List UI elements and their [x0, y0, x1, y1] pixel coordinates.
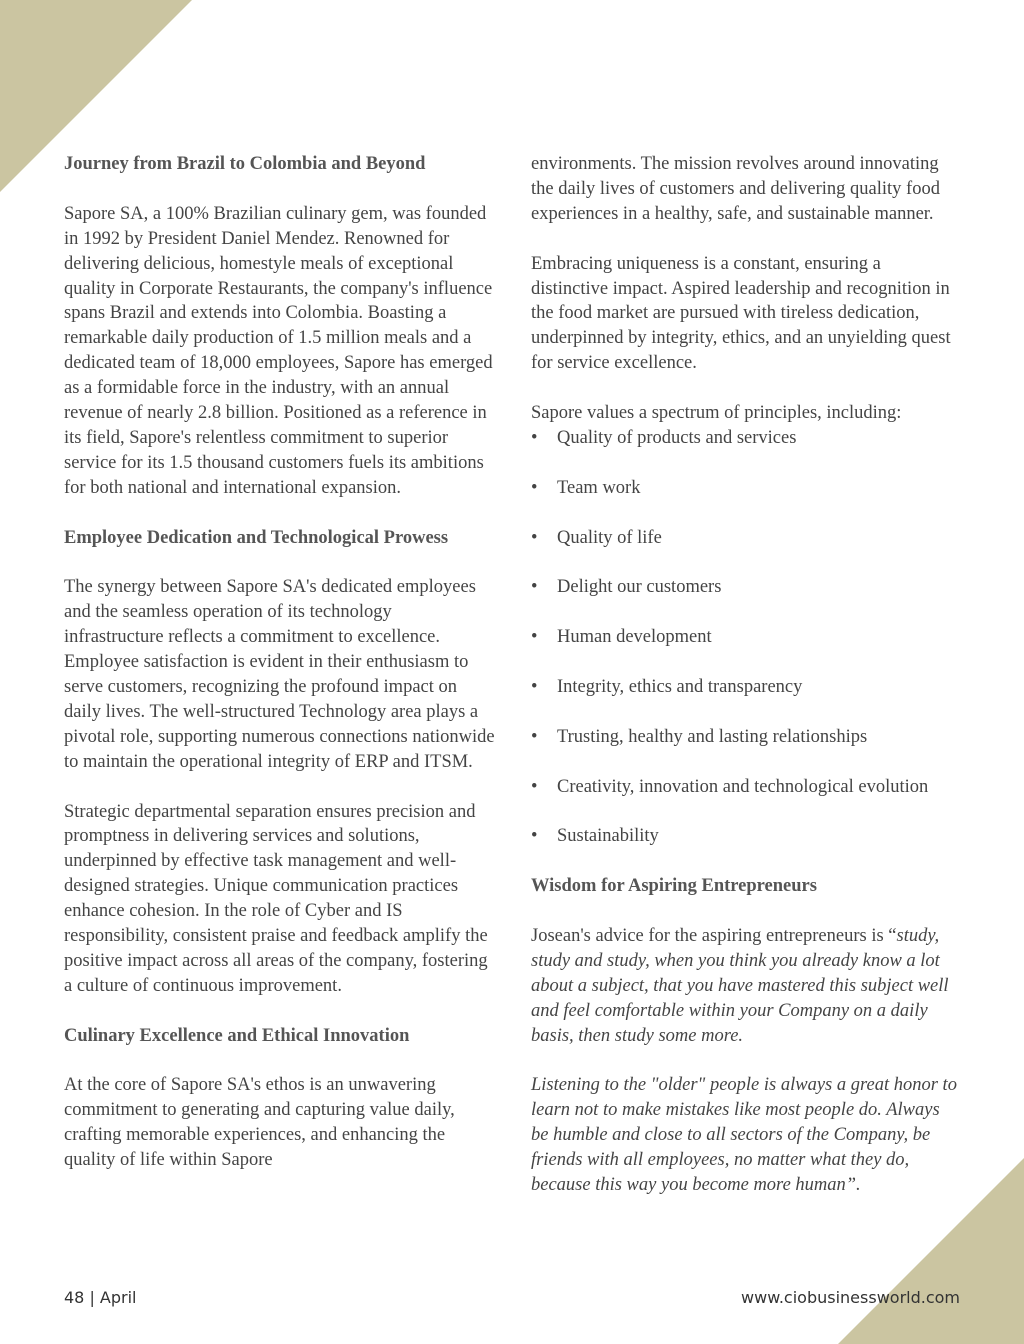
advice-quote-humble: Listening to the "older" people is always a great honor to learn not to make mistakes like most people do. Always be humble and close to all sectors of the Company, be friends with all employees, no matter what they do, because this way you become more human”.: [531, 1075, 957, 1195]
paragraph-advice: [531, 924, 961, 1049]
values-list-item: • Delight our customers: [531, 575, 961, 600]
section-heading-journey: Journey from Brazil to Colombia and Beyond: [64, 154, 426, 174]
values-list-item: • Quality of products and services: [531, 426, 961, 451]
values-list-item: • Team work: [531, 476, 961, 501]
values-intro: Sapore values a spectrum of principles, including:: [531, 403, 902, 424]
website-url: www.ciobusinessworld.com: [741, 1288, 960, 1307]
values-list: [531, 426, 961, 849]
paragraph-synergy: The synergy between Sapore SA's dedicated employees and the seamless operation of its technology infrastructure reflects a commitment to excellence. Employee satisfaction is evident in their enthusiasm to serve customers, recognizing the profound impact on daily lives. The well-structured Technology area plays a pivotal role, supporting numerous connections nationwide to maintain the operational integrity of ERP and ITSM.: [64, 577, 495, 772]
advice-intro: Josean's advice for the aspiring entrepreneurs is “: [531, 925, 897, 946]
values-list-item: • Creativity, innovation and technological evolution: [531, 775, 961, 800]
paragraph-mission-continuation: environments. The mission revolves around innovating the daily lives of customers and delivering quality food experiences in a healthy, safe, and sustainable manner.: [531, 154, 940, 224]
values-list-item: • Integrity, ethics and transparency: [531, 675, 961, 700]
values-list-item: • Quality of life: [531, 526, 961, 551]
paragraph-journey: Sapore SA, a 100% Brazilian culinary gem, was founded in 1992 by President Daniel Mendez. Renowned for delivering delicious, homestyle meals of exceptional quality in Corporate Restaurants, the company's influence spans Brazil and extends into Colombia. Boasting a remarkable daily production of 1.5 million meals and a dedicated team of 18,000 employees, Sapore has emerged as a formidable force in the industry, with an annual revenue of nearly 2.8 billion. Positioned as a reference in its field, Sapore's relentless commitment to superior service for its 1.5 thousand customers fuels its ambitions for both national and international expansion.: [64, 203, 493, 498]
advice-quote-study: study, study and study, when you think you already know a lot about a subject, that you have mastered this subject well and feel comfortable within your Company on a daily basis, then study some more.: [531, 925, 949, 1046]
left-column: [64, 152, 496, 1173]
section-heading-employee-dedication: Employee Dedication and Technological Prowess: [64, 527, 449, 548]
section-heading-culinary-excellence: Culinary Excellence and Ethical Innovation: [64, 1025, 410, 1046]
values-list-item: • Human development: [531, 625, 961, 650]
values-list-item: • Sustainability: [531, 824, 961, 849]
values-list-item: • Trusting, healthy and lasting relationships: [531, 725, 961, 750]
right-column: [531, 152, 961, 1198]
paragraph-strategic-separation: Strategic departmental separation ensures precision and promptness in delivering services and solutions, underpinned by effective task management and well-designed strategies. Unique communication practices enhance cohesion. In the role of Cyber and IS responsibility, consistent praise and feedback amplify the positive impact across all areas of the company, fostering a culture of continuous improvement.: [64, 801, 488, 996]
page-number: 48 | April: [64, 1288, 137, 1307]
paragraph-uniqueness: Embracing uniqueness is a constant, ensuring a distinctive impact. Aspired leadership and recognition in the food market are pursued with tireless dedication, underpinned by integrity, ethics, and an unyielding quest for service excellence.: [531, 253, 951, 374]
paragraph-core-ethos: At the core of Sapore SA's ethos is an unwavering commitment to generating and capturing value daily, crafting memorable experiences, and enhancing the quality of life within Sapore: [64, 1075, 455, 1171]
section-heading-wisdom: Wisdom for Aspiring Entrepreneurs: [531, 876, 817, 897]
